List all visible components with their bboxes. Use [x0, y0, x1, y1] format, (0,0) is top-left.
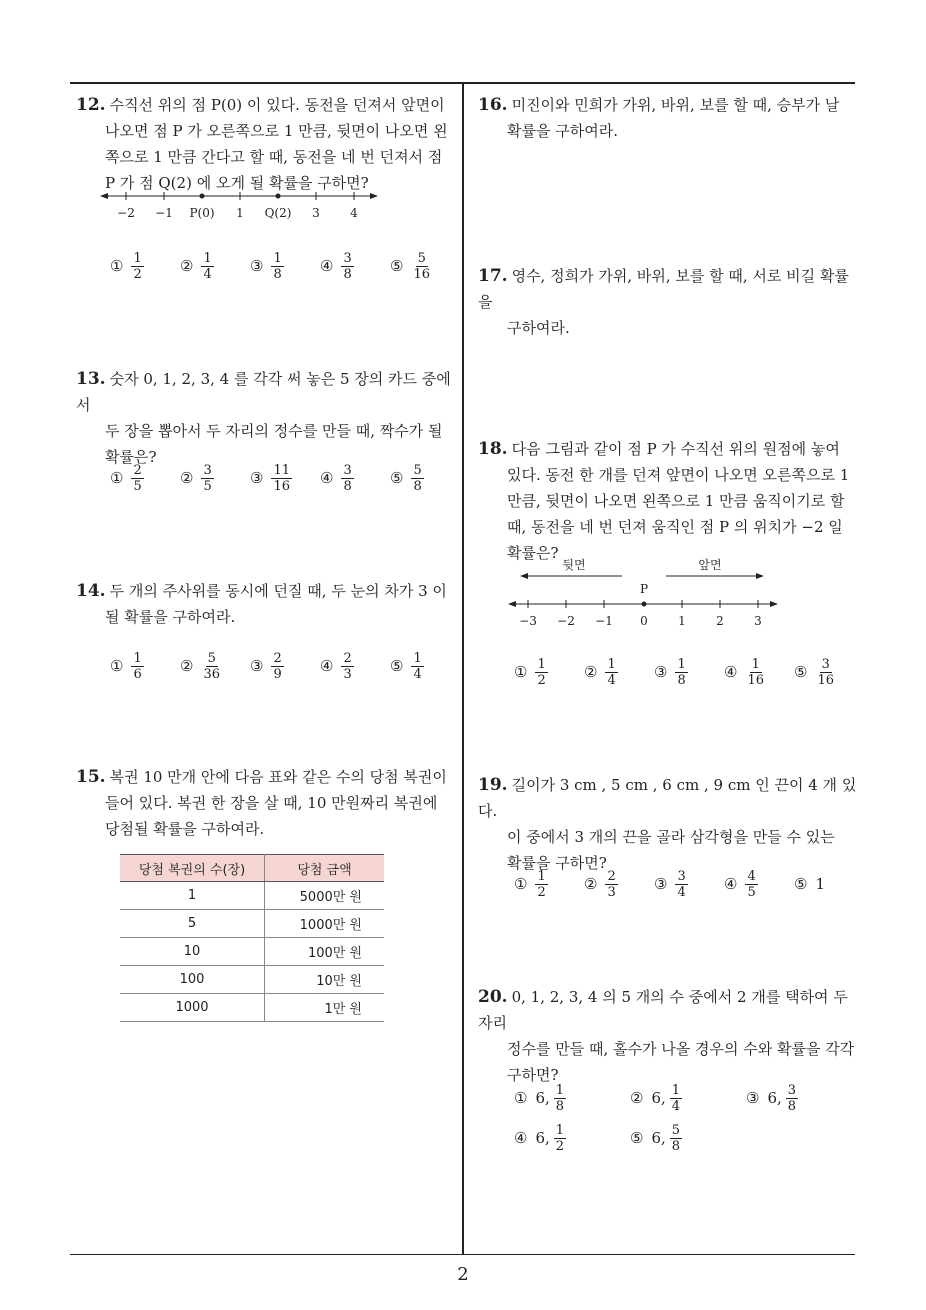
denominator: 3 [607, 884, 616, 900]
fraction [535, 869, 547, 900]
table-cell: 1000 [120, 994, 265, 1022]
table-cell: 10 [120, 938, 265, 966]
option-mark: ③ [654, 875, 668, 893]
question-line: 0, 1, 2, 3, 4 의 5 개의 수 중에서 2 개를 택하여 두 자리 [478, 988, 848, 1032]
page-number: 2 [457, 1264, 469, 1285]
question-number: 19. [478, 775, 508, 795]
numerator: 5 [413, 462, 422, 478]
question-line: 두 개의 주사위를 동시에 던질 때, 두 눈의 차가 3 이 [109, 582, 447, 600]
option-4[interactable] [724, 862, 758, 906]
table-cell: 10만 원 [265, 966, 385, 994]
fraction [411, 251, 432, 282]
denominator: 2 [133, 266, 142, 282]
question-line: 다음 그림과 같이 점 P 가 수직선 위의 원점에 놓여 [511, 440, 840, 458]
option-5[interactable] [390, 244, 432, 288]
denominator: 36 [203, 666, 220, 682]
numerator: 1 [607, 656, 616, 672]
option-mark: ⑤ [794, 875, 808, 893]
option-mark: ② [180, 657, 194, 675]
question-line: 확률은? [507, 544, 559, 562]
tick-label: −3 [519, 614, 537, 628]
question-number: 15. [76, 767, 106, 787]
question-line: 영수, 정희가 가위, 바위, 보를 할 때, 서로 비길 확률을 [478, 267, 849, 311]
fraction [411, 463, 423, 494]
denominator: 8 [787, 1098, 797, 1114]
question-number: 16. [478, 95, 508, 115]
denominator: 2 [555, 1138, 565, 1154]
front-label: 앞면 [698, 558, 722, 572]
figure-q18 [508, 556, 788, 636]
numerator: 11 [273, 462, 290, 478]
denominator: 16 [817, 672, 834, 688]
numerator: 2 [133, 462, 142, 478]
denominator: 4 [203, 266, 212, 282]
option-mark: ⑤ [630, 1129, 644, 1147]
option-mark: ③ [250, 657, 264, 675]
question-line: 들어 있다. 복권 한 장을 살 때, 10 만원짜리 복권에 [105, 794, 438, 812]
option-mark: ③ [746, 1089, 760, 1107]
table-cell: 1만 원 [265, 994, 385, 1022]
question-number: 14. [76, 581, 106, 601]
options-q13 [110, 456, 450, 500]
tick-label: P(0) [189, 206, 215, 220]
option-mark: ① [110, 657, 124, 675]
option-mark: ① [110, 257, 124, 275]
question-line: 나오면 점 P 가 오른쪽으로 1 만큼, 뒷면이 나오면 왼 [105, 122, 448, 140]
numerator: 2 [343, 650, 352, 666]
question-14 [76, 578, 461, 630]
numerator: 3 [787, 1082, 797, 1098]
tick-label: −2 [117, 206, 135, 220]
numerator: 5 [671, 1122, 681, 1138]
question-number: 17. [478, 266, 508, 286]
option-3[interactable] [250, 244, 284, 288]
option-mark: ⑤ [390, 469, 404, 487]
denominator: 4 [413, 666, 422, 682]
question-16 [478, 92, 863, 144]
denominator: 8 [343, 478, 352, 494]
options-q14 [110, 644, 450, 688]
table-cell: 100 [120, 966, 265, 994]
numerator: 5 [417, 250, 426, 266]
denominator: 5 [203, 478, 212, 494]
option-prefix: 6, [535, 1129, 550, 1147]
denominator: 16 [273, 478, 290, 494]
option-prefix: 6, [535, 1089, 550, 1107]
fraction [341, 251, 353, 282]
option-2[interactable] [584, 650, 618, 694]
fraction [535, 657, 547, 688]
question-line: 정수를 만들 때, 홀수가 나올 경우의 수와 확률을 각각 [507, 1040, 855, 1058]
numerator: 1 [671, 1082, 681, 1098]
denominator: 2 [537, 672, 546, 688]
table-cell: 1 [120, 882, 265, 910]
option-mark: ④ [724, 663, 738, 681]
fraction [411, 651, 423, 682]
option-prefix: 6, [651, 1129, 666, 1147]
question-line: 확률을 구하면? [507, 854, 607, 872]
table-cell: 100만 원 [265, 938, 385, 966]
tick-label: 4 [350, 206, 358, 220]
option-mark: ③ [250, 257, 264, 275]
denominator: 6 [133, 666, 142, 682]
denominator: 4 [677, 884, 686, 900]
fraction [131, 251, 143, 282]
tick-label: −2 [557, 614, 575, 628]
question-line: 길이가 3 cm , 5 cm , 6 cm , 9 cm 인 끈이 4 개 있다. [478, 776, 857, 820]
option-prefix: 6, [767, 1089, 782, 1107]
option-mark: ① [514, 663, 528, 681]
tick-label: 1 [678, 614, 686, 628]
numerator: 1 [677, 656, 686, 672]
option-prefix: 6, [651, 1089, 666, 1107]
option-2[interactable] [584, 862, 618, 906]
option-2[interactable] [180, 456, 214, 500]
tick-label: 3 [754, 614, 762, 628]
point-label: P [639, 582, 649, 596]
fraction [131, 651, 143, 682]
fraction [271, 651, 283, 682]
fraction [745, 657, 766, 688]
table-row [120, 882, 384, 910]
option-1[interactable] [514, 862, 548, 906]
fraction [675, 657, 687, 688]
option-4[interactable] [320, 244, 354, 288]
fraction [675, 869, 687, 900]
denominator: 5 [747, 884, 756, 900]
numerator: 3 [343, 462, 352, 478]
numerator: 2 [607, 868, 616, 884]
option-5[interactable] [390, 644, 424, 688]
question-line: 두 장을 뽑아서 두 자리의 정수를 만들 때, 짝수가 될 [105, 422, 443, 440]
fraction [786, 1083, 798, 1114]
question-line: P 가 점 Q(2) 에 오게 될 확률을 구하면? [105, 174, 369, 192]
numerator: 2 [273, 650, 282, 666]
options-q20-row2 [514, 1116, 854, 1160]
question-number: 12. [76, 95, 106, 115]
option-3[interactable] [250, 456, 292, 500]
tick-label: 0 [640, 614, 648, 628]
option-1[interactable] [110, 644, 144, 688]
denominator: 8 [671, 1138, 681, 1154]
options-q20-row1 [514, 1076, 854, 1120]
tick-label: 2 [716, 614, 724, 628]
tick-label: −1 [155, 206, 173, 220]
numerator: 3 [821, 656, 830, 672]
tick-label: −1 [595, 614, 613, 628]
denominator: 8 [273, 266, 282, 282]
bottom-rule [70, 1254, 855, 1255]
option-mark: ② [584, 663, 598, 681]
option-mark: ③ [250, 469, 264, 487]
option-4[interactable] [724, 650, 766, 694]
numerator: 1 [133, 650, 142, 666]
numerator: 1 [203, 250, 212, 266]
denominator: 5 [133, 478, 142, 494]
denominator: 9 [273, 666, 282, 682]
column-divider [462, 82, 464, 1255]
question-line: 당첨될 확률을 구하여라. [105, 820, 265, 838]
option-mark: ③ [654, 663, 668, 681]
option-4[interactable] [514, 1116, 566, 1160]
option-mark: ⑤ [390, 657, 404, 675]
question-line: 이 중에서 3 개의 끈을 골라 삼각형을 만들 수 있는 [507, 828, 835, 846]
fraction [131, 463, 143, 494]
fraction [670, 1123, 682, 1154]
question-13 [76, 366, 461, 470]
number-line-q12 [100, 188, 380, 208]
question-line: 때, 동전을 네 번 던져 움직인 점 P 의 위치가 −2 일 [507, 518, 843, 536]
fraction [815, 657, 836, 688]
option-mark: ② [630, 1089, 644, 1107]
numerator: 4 [747, 868, 756, 884]
fraction [341, 463, 353, 494]
question-line: 확률은? [105, 448, 157, 466]
question-line: 숫자 0, 1, 2, 3, 4 를 각각 써 놓은 5 장의 카드 중에서 [76, 370, 451, 414]
denominator: 16 [413, 266, 430, 282]
options-q12 [110, 244, 450, 288]
question-line: 복권 10 만개 안에 다음 표와 같은 수의 당첨 복권이 [109, 768, 447, 786]
option-2[interactable] [630, 1076, 682, 1120]
denominator: 8 [413, 478, 422, 494]
options-q19 [514, 862, 854, 906]
numerator: 1 [413, 650, 422, 666]
option-mark: ① [514, 875, 528, 893]
denominator: 8 [555, 1098, 565, 1114]
fraction [605, 869, 617, 900]
numerator: 1 [751, 656, 760, 672]
table-header: 당첨 복권의 수(장) [120, 855, 265, 882]
question-line: 구하면? [507, 1066, 559, 1084]
table-row [120, 966, 384, 994]
fraction [670, 1083, 682, 1114]
option-5[interactable] [630, 1116, 682, 1160]
fraction [271, 463, 292, 494]
back-label: 뒷면 [562, 558, 586, 572]
option-mark: ④ [514, 1129, 528, 1147]
option-5[interactable] [390, 456, 424, 500]
option-3[interactable] [746, 1076, 798, 1120]
question-20 [478, 984, 863, 1088]
question-line: 미진이와 민희가 가위, 바위, 보를 할 때, 승부가 날 [511, 96, 840, 114]
fraction [201, 651, 222, 682]
table-row [120, 994, 384, 1022]
question-line: 될 확률을 구하여라. [105, 608, 236, 626]
question-17 [478, 263, 863, 341]
fraction [341, 651, 353, 682]
option-3[interactable] [654, 650, 688, 694]
denominator: 8 [677, 672, 686, 688]
numerator: 3 [343, 250, 352, 266]
question-line: 확률을 구하여라. [507, 122, 618, 140]
option-mark: ② [180, 257, 194, 275]
numerator: 3 [203, 462, 212, 478]
option-1[interactable] [514, 1076, 566, 1120]
numerator: 1 [537, 868, 546, 884]
table-cell: 5 [120, 910, 265, 938]
question-line: 있다. 동전 한 개를 던져 앞면이 나오면 오른쪽으로 1 [507, 466, 850, 484]
option-mark: ⑤ [794, 663, 808, 681]
question-12 [76, 92, 461, 196]
option-value: 1 [815, 875, 825, 893]
option-3[interactable] [654, 862, 688, 906]
option-4[interactable] [320, 456, 354, 500]
option-mark: ④ [320, 657, 334, 675]
option-2[interactable] [180, 644, 222, 688]
numerator: 3 [677, 868, 686, 884]
table-header: 당첨 금액 [265, 855, 385, 882]
denominator: 2 [537, 884, 546, 900]
question-line: 구하여라. [507, 319, 570, 337]
question-18 [478, 436, 863, 566]
option-mark: ② [180, 469, 194, 487]
tick-label: 3 [312, 206, 320, 220]
option-mark: ① [514, 1089, 528, 1107]
question-number: 18. [478, 439, 508, 459]
option-mark: ④ [320, 469, 334, 487]
option-1[interactable] [514, 650, 548, 694]
options-q18 [514, 650, 854, 694]
table-cell: 5000만 원 [265, 882, 385, 910]
option-4[interactable] [320, 644, 354, 688]
numerator: 1 [555, 1082, 565, 1098]
option-1[interactable] [110, 456, 144, 500]
denominator: 4 [671, 1098, 681, 1114]
denominator: 3 [343, 666, 352, 682]
table-header-row [120, 855, 384, 882]
fraction [554, 1083, 566, 1114]
numerator: 1 [555, 1122, 565, 1138]
question-19 [478, 772, 863, 876]
option-mark: ④ [724, 875, 738, 893]
fraction [201, 463, 213, 494]
option-5[interactable] [794, 650, 836, 694]
fraction [271, 251, 283, 282]
table-row [120, 910, 384, 938]
numerator: 1 [273, 250, 282, 266]
tick-label: 1 [236, 206, 244, 220]
tick-label: Q(2) [264, 206, 292, 220]
option-1[interactable] [110, 244, 144, 288]
question-number: 20. [478, 987, 508, 1007]
option-3[interactable] [250, 644, 284, 688]
option-mark: ⑤ [390, 257, 404, 275]
denominator: 4 [607, 672, 616, 688]
option-mark: ④ [320, 257, 334, 275]
numerator: 1 [133, 250, 142, 266]
question-number: 13. [76, 369, 106, 389]
denominator: 16 [747, 672, 764, 688]
fraction [745, 869, 757, 900]
question-line: 만큼, 뒷면이 나오면 왼쪽으로 1 만큼 움직이기로 할 [507, 492, 845, 510]
question-line: 쪽으로 1 만큼 간다고 할 때, 동전을 네 번 던져서 점 [105, 148, 443, 166]
option-mark: ① [110, 469, 124, 487]
question-15 [76, 764, 461, 842]
fraction [201, 251, 213, 282]
table-row [120, 938, 384, 966]
figure-lines [508, 568, 788, 608]
fraction [605, 657, 617, 688]
option-mark: ② [584, 875, 598, 893]
numerator: 5 [207, 650, 216, 666]
numerator: 1 [537, 656, 546, 672]
option-2[interactable] [180, 244, 214, 288]
prize-table [120, 854, 384, 1022]
denominator: 8 [343, 266, 352, 282]
question-line: 수직선 위의 점 P(0) 이 있다. 동전을 던져서 앞면이 [109, 96, 445, 114]
option-5[interactable] [794, 862, 825, 906]
fraction [554, 1123, 566, 1154]
table-cell: 1000만 원 [265, 910, 385, 938]
